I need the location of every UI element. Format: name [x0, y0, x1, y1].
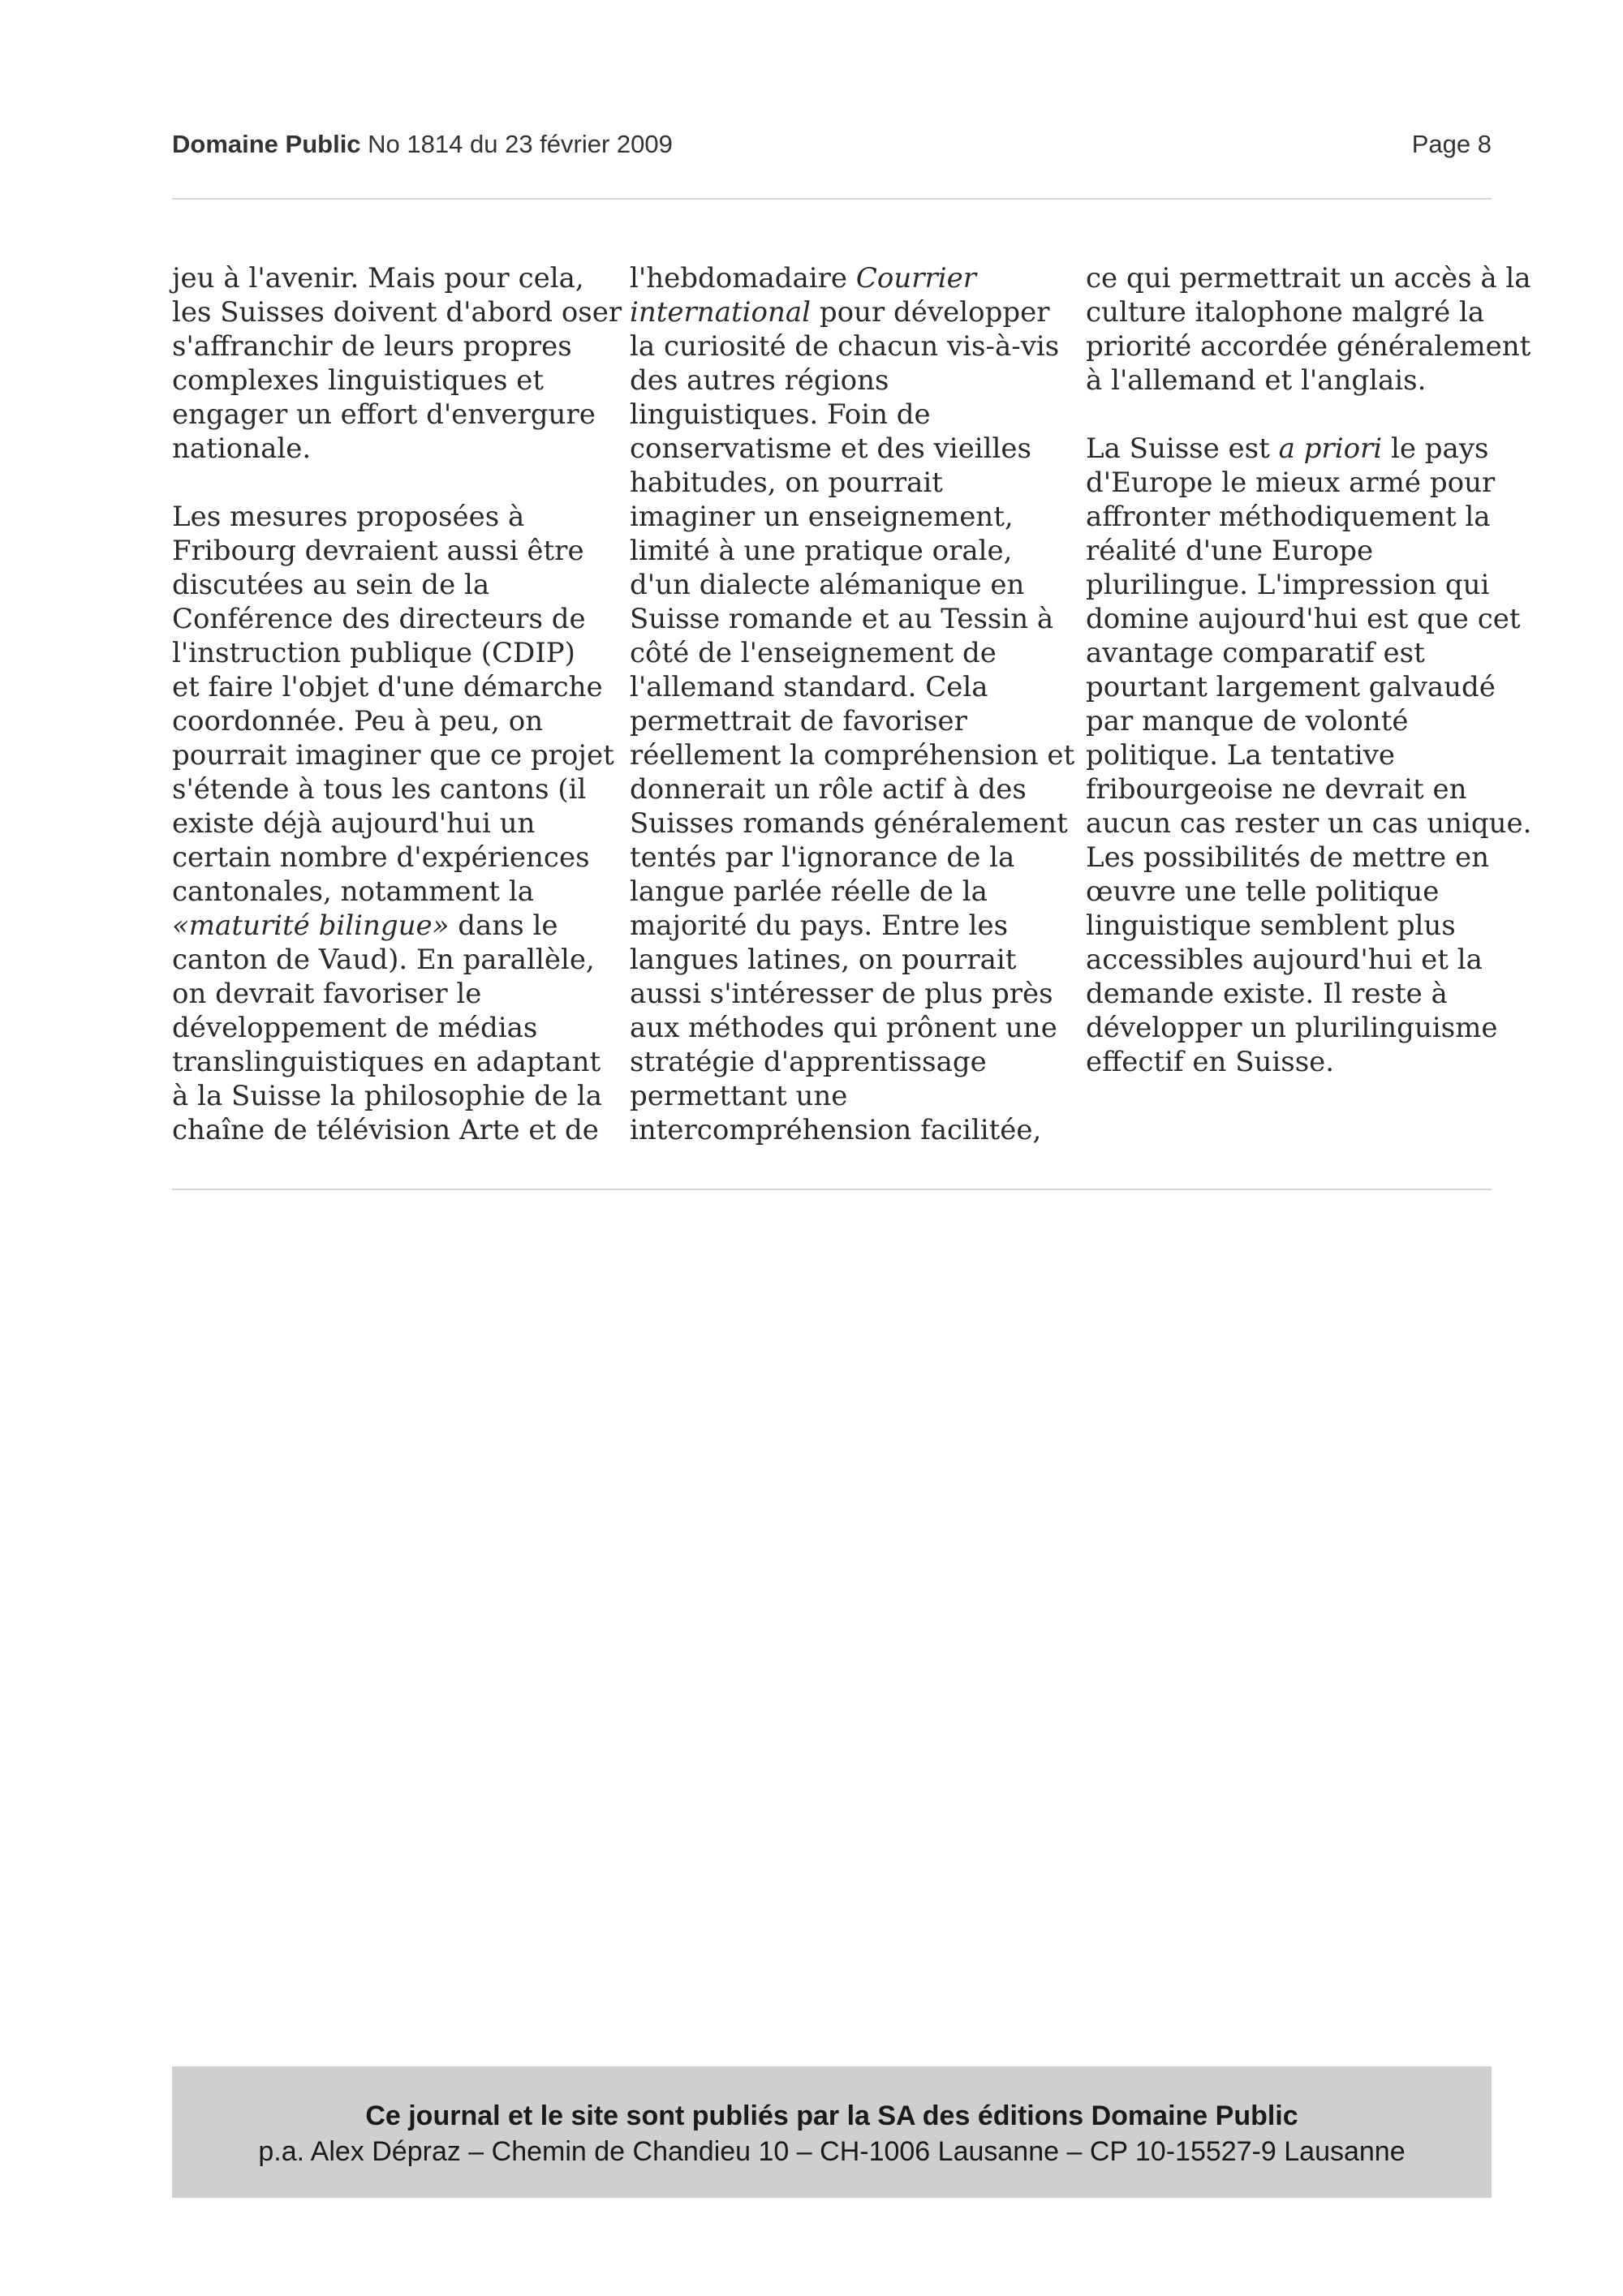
- text-line: on devrait favoriser le: [172, 978, 482, 1010]
- page-number: Page 8: [1411, 130, 1492, 158]
- text-line: permettrait de favoriser: [630, 705, 967, 737]
- text-line: Les mesures proposées à: [172, 501, 525, 533]
- text-line: Conférence des directeurs de: [172, 603, 586, 635]
- text-line: avantage comparatif est: [1086, 637, 1425, 669]
- text-line: demande existe. Il reste à: [1086, 978, 1448, 1010]
- text-fragment: La Suisse est: [1086, 432, 1279, 465]
- text-line: aussi s'intéresser de plus près: [630, 978, 1053, 1010]
- text-line: tentés par l'ignorance de la: [630, 841, 1015, 874]
- text-line: domine aujourd'hui est que cet: [1086, 603, 1521, 635]
- paragraph: [172, 261, 622, 466]
- text-line: [630, 261, 1068, 295]
- publisher-footer: [172, 2066, 1492, 2198]
- text-line: limité à une pratique orale,: [630, 535, 1013, 567]
- header-divider: [172, 198, 1492, 200]
- text-line: translinguistiques en adaptant: [172, 1046, 601, 1078]
- page-header: [172, 130, 1492, 170]
- text-line: affronter méthodiquement la: [1086, 501, 1491, 533]
- text-line: d'un dialecte alémanique en: [630, 569, 1025, 601]
- italic-term: Courrier: [855, 262, 976, 295]
- text-line: côté de l'enseignement de: [630, 637, 997, 669]
- paragraph: [172, 500, 614, 1147]
- text-fragment: pour développer: [811, 296, 1050, 329]
- text-line: l'allemand standard. Cela: [630, 671, 988, 703]
- text-line: complexes linguistiques et: [172, 364, 545, 397]
- text-line: politique. La tentative: [1086, 739, 1396, 772]
- paragraph: [1086, 432, 1532, 1079]
- text-line: s'étende à tous les cantons (il: [172, 773, 587, 806]
- text-line: Fribourg devraient aussi être: [172, 535, 584, 567]
- text-line: développement de médias: [172, 1012, 538, 1044]
- article-column-2: [630, 261, 1075, 1147]
- text-line: l'instruction publique (CDIP): [172, 637, 575, 669]
- text-line: Suisse romande et au Tessin à: [630, 603, 1054, 635]
- text-line: par manque de volonté: [1086, 705, 1409, 737]
- text-line: certain nombre d'expériences: [172, 841, 590, 874]
- text-line: pourrait imaginer que ce projet: [172, 739, 614, 772]
- text-fragment: le pays: [1382, 432, 1489, 465]
- text-line: intercompréhension facilitée,: [630, 1114, 1042, 1146]
- text-line: linguistiques. Foin de: [630, 398, 931, 431]
- text-line: discutées au sein de la: [172, 569, 490, 601]
- text-line: des autres régions: [630, 364, 889, 397]
- text-line: nationale.: [172, 432, 312, 465]
- text-line: Suisses romands généralement: [630, 807, 1068, 840]
- text-line: œuvre une telle politique: [1086, 875, 1440, 908]
- text-line: pourtant largement galvaudé: [1086, 671, 1496, 703]
- text-line: accessibles aujourd'hui et la: [1086, 944, 1483, 976]
- text-line: et faire l'objet d'une démarche: [172, 671, 603, 703]
- text-line: ce qui permettrait un accès à la: [1086, 262, 1531, 295]
- text-line: réalité d'une Europe: [1086, 535, 1374, 567]
- text-line: habitudes, on pourrait: [630, 467, 943, 499]
- paragraph: [1086, 261, 1531, 398]
- article-end-divider: [172, 1189, 1492, 1190]
- issue-info: No 1814 du 23 février 2009: [368, 130, 673, 158]
- text-line: la curiosité de chacun vis-à-vis: [630, 330, 1060, 363]
- text-line: [172, 909, 610, 943]
- text-line: réellement la compréhension et: [630, 739, 1075, 772]
- text-line: Les possibilités de mettre en: [1086, 841, 1489, 874]
- text-line: cantonales, notamment la: [172, 875, 534, 908]
- text-line: [1086, 432, 1524, 466]
- text-line: jeu à l'avenir. Mais pour cela,: [172, 262, 584, 295]
- text-line: donnerait un rôle actif à des: [630, 773, 1027, 806]
- text-fragment: dans le: [449, 909, 558, 942]
- text-line: chaîne de télévision Arte et de: [172, 1114, 599, 1146]
- article-column-3: [1086, 261, 1532, 1079]
- article-column-1: [172, 261, 622, 1147]
- text-line: d'Europe le mieux armé pour: [1086, 467, 1496, 499]
- text-line: engager un effort d'envergure: [172, 398, 596, 431]
- text-line: [630, 295, 1068, 329]
- text-line: culture italophone malgré la: [1086, 296, 1485, 329]
- text-line: priorité accordée généralement: [1086, 330, 1531, 363]
- text-line: conservatisme et des vieilles: [630, 432, 1031, 465]
- paragraph: [630, 261, 1075, 1147]
- text-line: à l'allemand et l'anglais.: [1086, 364, 1427, 397]
- text-line: aux méthodes qui prônent une: [630, 1012, 1057, 1044]
- italic-term: a priori: [1278, 432, 1383, 465]
- text-fragment: l'hebdomadaire: [630, 262, 856, 295]
- publisher-statement: Ce journal et le site sont publiés par la SA des éditions Domaine Public: [365, 2100, 1298, 2131]
- text-line: stratégie d'apprentissage: [630, 1046, 987, 1078]
- text-line: s'affranchir de leurs propres: [172, 330, 572, 363]
- text-line: imaginer un enseignement,: [630, 501, 1014, 533]
- text-line: canton de Vaud). En parallèle,: [172, 944, 595, 976]
- text-line: existe déjà aujourd'hui un: [172, 807, 536, 840]
- italic-term: «maturité bilingue»: [172, 909, 450, 942]
- text-line: langue parlée réelle de la: [630, 875, 988, 908]
- text-line: coordonnée. Peu à peu, on: [172, 705, 544, 737]
- publisher-address: p.a. Alex Dépraz – Chemin de Chandieu 10 – CH-1006 Lausanne – CP 10-15527-9 Lausanne: [258, 2136, 1406, 2167]
- text-line: plurilingue. L'impression qui: [1086, 569, 1490, 601]
- text-line: majorité du pays. Entre les: [630, 909, 1009, 942]
- text-line: langues latines, on pourrait: [630, 944, 1017, 976]
- publication-name: Domaine Public: [172, 130, 361, 158]
- text-line: aucun cas rester un cas unique.: [1086, 807, 1532, 840]
- text-line: effectif en Suisse.: [1086, 1046, 1335, 1078]
- text-line: permettant une: [630, 1080, 848, 1112]
- text-line: les Suisses doivent d'abord oser: [172, 296, 622, 329]
- text-line: fribourgeoise ne devrait en: [1086, 773, 1467, 806]
- text-line: développer un plurilinguisme: [1086, 1012, 1498, 1044]
- text-line: linguistique semblent plus: [1086, 909, 1456, 942]
- text-line: à la Suisse la philosophie de la: [172, 1080, 602, 1112]
- italic-term: international: [630, 296, 812, 329]
